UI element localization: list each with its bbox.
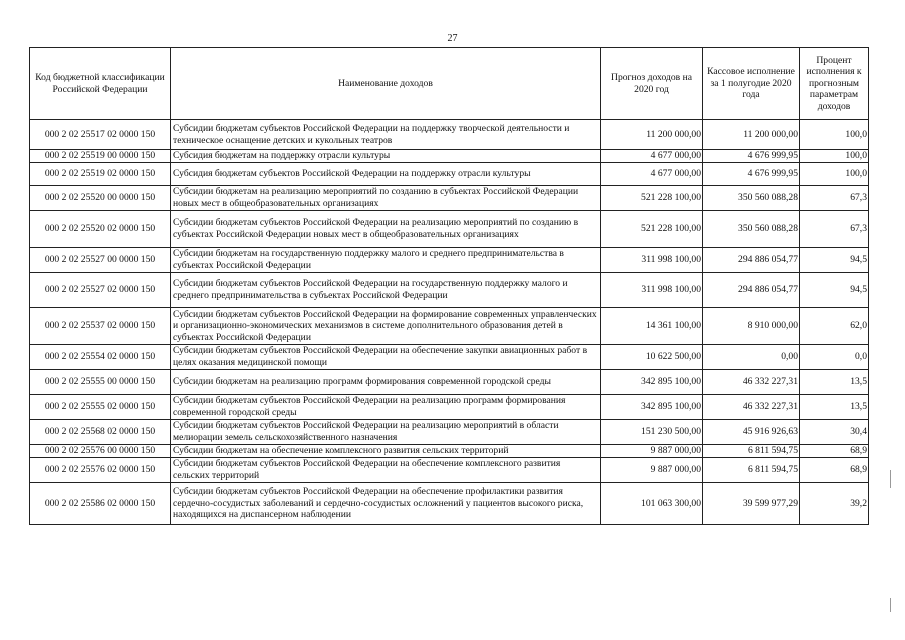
- header-cash: Кассовое исполнение за 1 полугодие 2020 года: [703, 48, 800, 120]
- table-row: [30, 163, 869, 186]
- row-cash: 39 599 977,29: [703, 483, 800, 525]
- row-name: Субсидия бюджетам субъектов Российской Федерации на поддержку отрасли культуры: [171, 163, 601, 186]
- row-forecast: 311 998 100,00: [601, 273, 703, 308]
- row-code: 000 2 02 25519 02 0000 150: [30, 163, 171, 186]
- row-code: 000 2 02 25568 02 0000 150: [30, 420, 171, 445]
- row-percent: 0,0: [800, 345, 869, 370]
- row-forecast: 342 895 100,00: [601, 370, 703, 395]
- row-percent: 39,2: [800, 483, 869, 525]
- row-percent: 67,3: [800, 211, 869, 248]
- row-percent: 94,5: [800, 248, 869, 273]
- table-row: [30, 120, 869, 150]
- row-code: 000 2 02 25576 02 0000 150: [30, 458, 171, 483]
- row-code: 000 2 02 25527 02 0000 150: [30, 273, 171, 308]
- scan-edge-mark: [890, 598, 891, 612]
- table-row: [30, 186, 869, 211]
- row-cash: 46 332 227,31: [703, 395, 800, 420]
- row-code: 000 2 02 25537 02 0000 150: [30, 308, 171, 345]
- row-percent: 13,5: [800, 395, 869, 420]
- row-code: 000 2 02 25586 02 0000 150: [30, 483, 171, 525]
- row-name: Субсидии бюджетам субъектов Российской Федерации на поддержку творческой деятельности и техническое оснащение детских и кукольных театров: [171, 120, 601, 150]
- page-number: 27: [447, 33, 458, 44]
- table-body: [30, 120, 869, 525]
- row-forecast: 11 200 000,00: [601, 120, 703, 150]
- row-cash: 8 910 000,00: [703, 308, 800, 345]
- header-name: Наименование доходов: [171, 48, 601, 120]
- row-cash: 0,00: [703, 345, 800, 370]
- row-forecast: 521 228 100,00: [601, 211, 703, 248]
- row-cash: 350 560 088,28: [703, 211, 800, 248]
- row-forecast: 311 998 100,00: [601, 248, 703, 273]
- table-row: [30, 248, 869, 273]
- row-percent: 67,3: [800, 186, 869, 211]
- header-code: Код бюджетной классификации Российской Федерации: [30, 48, 171, 120]
- header-row: [30, 48, 869, 120]
- table-row: [30, 483, 869, 525]
- row-forecast: 9 887 000,00: [601, 458, 703, 483]
- table-row: [30, 370, 869, 395]
- row-code: 000 2 02 25527 00 0000 150: [30, 248, 171, 273]
- row-percent: 100,0: [800, 163, 869, 186]
- row-cash: 11 200 000,00: [703, 120, 800, 150]
- row-forecast: 9 887 000,00: [601, 445, 703, 458]
- row-forecast: 342 895 100,00: [601, 395, 703, 420]
- table-row: [30, 308, 869, 345]
- row-cash: 4 676 999,95: [703, 150, 800, 163]
- row-name: Субсидии бюджетам на реализацию мероприятий по созданию в субъектах Российской Федерации новых мест в общеобразовательных организациях: [171, 186, 601, 211]
- row-forecast: 521 228 100,00: [601, 186, 703, 211]
- table-row: [30, 395, 869, 420]
- row-percent: 30,4: [800, 420, 869, 445]
- row-percent: 62,0: [800, 308, 869, 345]
- header-percent: Процент исполнения к прогнозным параметрам доходов: [800, 48, 869, 120]
- header-forecast: Прогноз доходов на 2020 год: [601, 48, 703, 120]
- row-forecast: 4 677 000,00: [601, 163, 703, 186]
- row-name: Субсидии бюджетам субъектов Российской Федерации на обеспечение комплексного развития сельских территорий: [171, 458, 601, 483]
- row-name: Субсидии бюджетам субъектов Российской Федерации на обеспечение закупки авиационных работ в целях оказания медицинской помощи: [171, 345, 601, 370]
- row-name: Субсидии бюджетам на обеспечение комплексного развития сельских территорий: [171, 445, 601, 458]
- row-cash: 6 811 594,75: [703, 445, 800, 458]
- row-forecast: 14 361 100,00: [601, 308, 703, 345]
- revenue-table: [29, 47, 869, 525]
- row-cash: 4 676 999,95: [703, 163, 800, 186]
- row-name: Субсидии бюджетам на государственную поддержку малого и среднего предпринимательства в субъектах Российской Федерации: [171, 248, 601, 273]
- row-code: 000 2 02 25517 02 0000 150: [30, 120, 171, 150]
- row-percent: 100,0: [800, 120, 869, 150]
- row-code: 000 2 02 25554 02 0000 150: [30, 345, 171, 370]
- row-cash: 46 332 227,31: [703, 370, 800, 395]
- row-code: 000 2 02 25519 00 0000 150: [30, 150, 171, 163]
- scan-edge-mark: [890, 470, 891, 488]
- row-code: 000 2 02 25520 02 0000 150: [30, 211, 171, 248]
- row-percent: 100,0: [800, 150, 869, 163]
- row-cash: 45 916 926,63: [703, 420, 800, 445]
- row-code: 000 2 02 25555 02 0000 150: [30, 395, 171, 420]
- row-name: Субсидии бюджетам субъектов Российской Федерации на реализацию программ формирования современной городской среды: [171, 395, 601, 420]
- table-row: [30, 150, 869, 163]
- row-cash: 6 811 594,75: [703, 458, 800, 483]
- table-row: [30, 211, 869, 248]
- row-name: Субсидии бюджетам на реализацию программ формирования современной городской среды: [171, 370, 601, 395]
- row-name: Субсидия бюджетам на поддержку отрасли культуры: [171, 150, 601, 163]
- table-row: [30, 420, 869, 445]
- row-forecast: 101 063 300,00: [601, 483, 703, 525]
- row-percent: 94,5: [800, 273, 869, 308]
- row-name: Субсидии бюджетам субъектов Российской Федерации на реализацию мероприятий в области мелиорации земель сельскохозяйственного назначения: [171, 420, 601, 445]
- row-name: Субсидии бюджетам субъектов Российской Федерации на формирование современных управленческих и организационно-экономических механизмов в системе дополнительного образования детей в субъектах Российской Федерации: [171, 308, 601, 345]
- row-percent: 68,9: [800, 458, 869, 483]
- table-row: [30, 458, 869, 483]
- row-name: Субсидии бюджетам субъектов Российской Федерации на обеспечение профилактики развития сердечно-сосудистых заболеваний и сердечно-сосудистых осложнений у пациентов высокого риска, находящихся на диспансерном наблюдении: [171, 483, 601, 525]
- row-code: 000 2 02 25555 00 0000 150: [30, 370, 171, 395]
- row-percent: 68,9: [800, 445, 869, 458]
- row-percent: 13,5: [800, 370, 869, 395]
- row-cash: 294 886 054,77: [703, 248, 800, 273]
- row-forecast: 151 230 500,00: [601, 420, 703, 445]
- row-forecast: 10 622 500,00: [601, 345, 703, 370]
- row-forecast: 4 677 000,00: [601, 150, 703, 163]
- row-name: Субсидии бюджетам субъектов Российской Федерации на государственную поддержку малого и среднего предпринимательства в субъектах Российской Федерации: [171, 273, 601, 308]
- row-code: 000 2 02 25520 00 0000 150: [30, 186, 171, 211]
- row-cash: 294 886 054,77: [703, 273, 800, 308]
- table-row: [30, 345, 869, 370]
- row-name: Субсидии бюджетам субъектов Российской Федерации на реализацию мероприятий по созданию в субъектах Российской Федерации новых мест в общеобразовательных организациях: [171, 211, 601, 248]
- row-cash: 350 560 088,28: [703, 186, 800, 211]
- row-code: 000 2 02 25576 00 0000 150: [30, 445, 171, 458]
- table-row: [30, 445, 869, 458]
- table-row: [30, 273, 869, 308]
